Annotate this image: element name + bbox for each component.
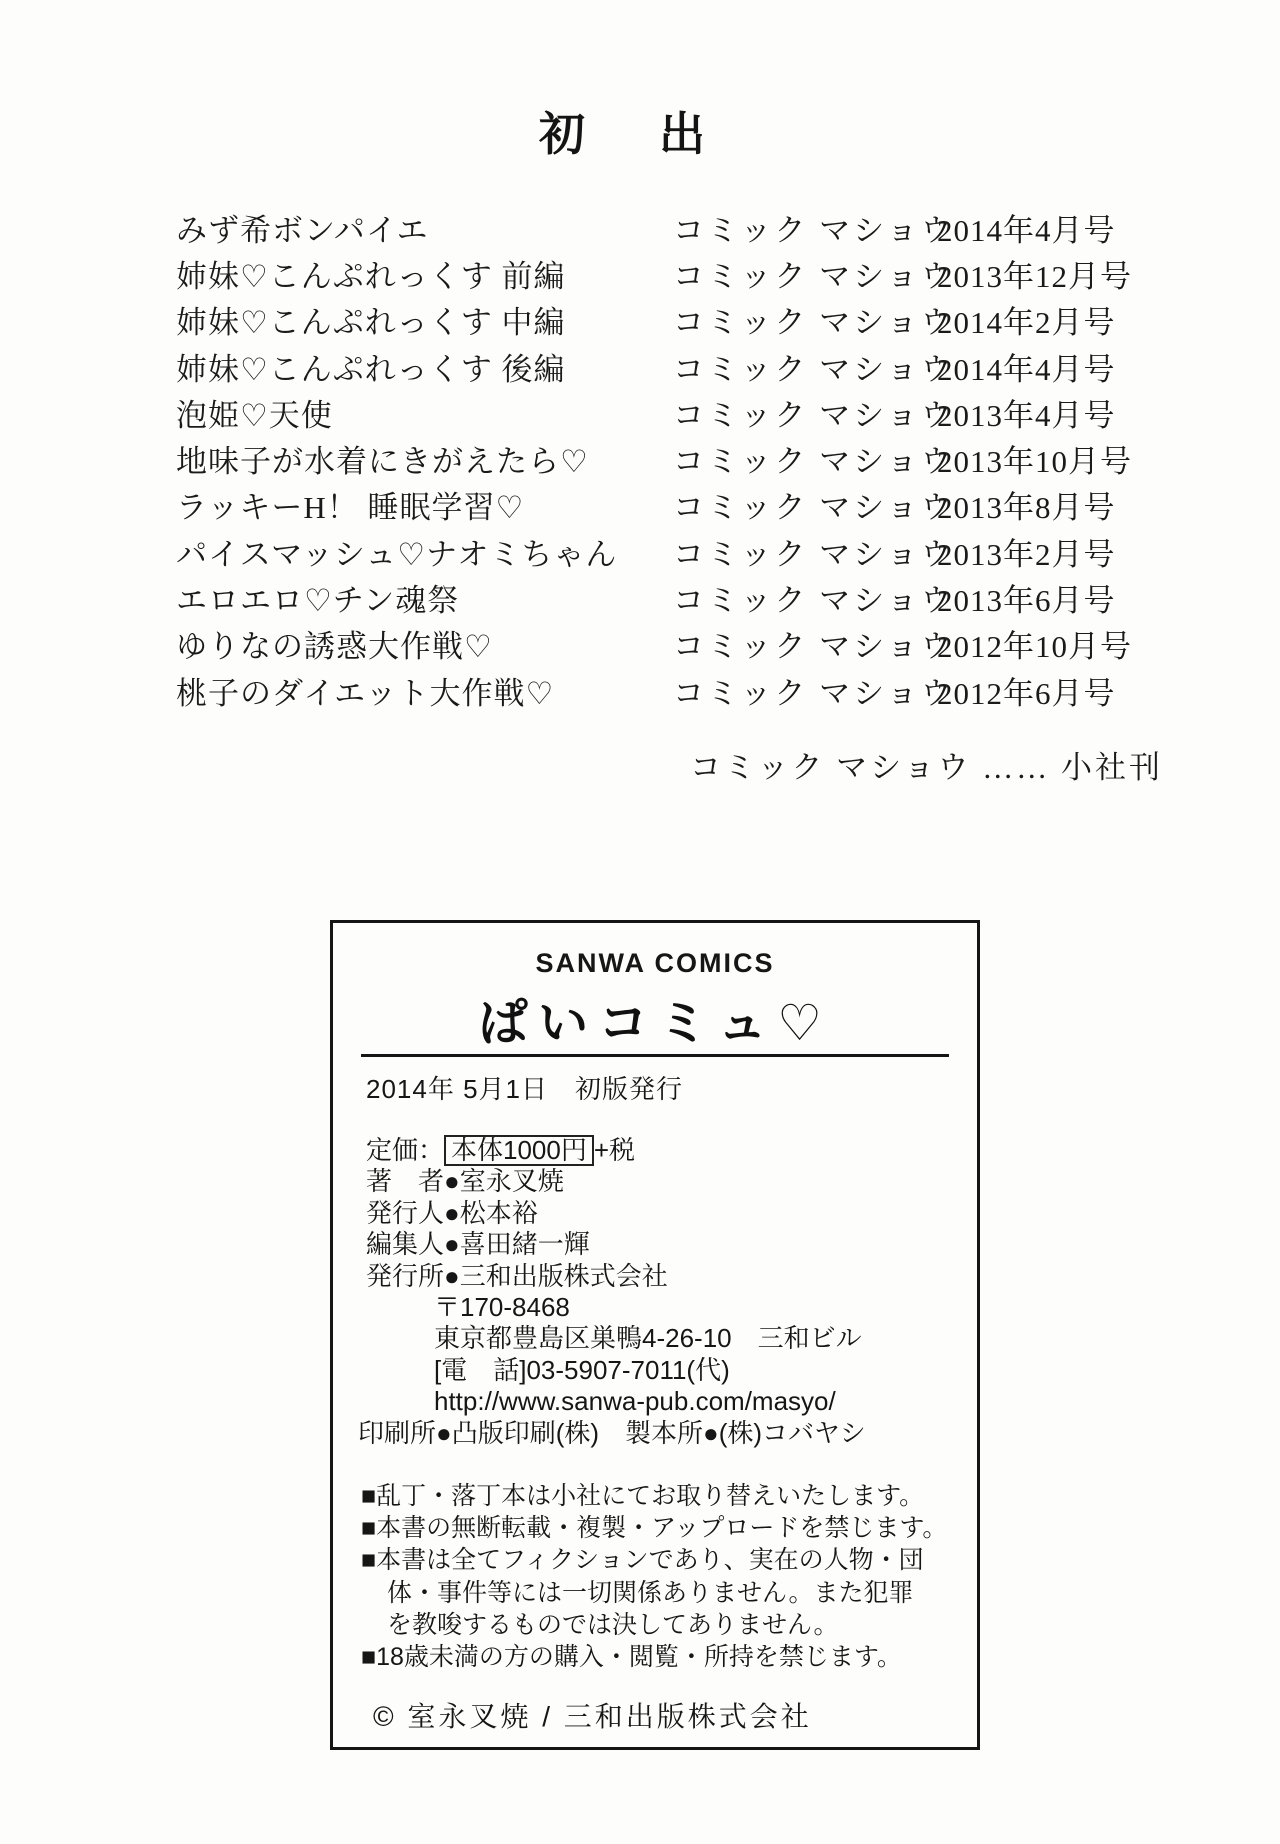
publication-magazine: コミック マショウ [673, 305, 955, 341]
publication-issue: 2014年2月号 [937, 305, 1116, 341]
credit-row-publisher-person [366, 1198, 866, 1229]
publication-row [176, 250, 1132, 296]
credit-value: 室永叉焼 [459, 1166, 564, 1197]
colophon-box [330, 920, 980, 1750]
page-title: 初 出 [539, 109, 719, 160]
credit-label: 発行所 [366, 1260, 445, 1291]
price-label: 定価： [366, 1135, 445, 1165]
publisher-address: 東京都豊島区巣鴨4-26-10 三和ビル [434, 1323, 862, 1354]
publication-issue: 2013年10月号 [937, 444, 1132, 480]
publication-issue: 2014年4月号 [937, 212, 1116, 248]
notice-line: を教唆するものでは決してありません。 [387, 1610, 839, 1639]
publication-row [176, 343, 1132, 389]
publication-row [176, 482, 1132, 528]
publication-title: 姉妹♡こんぷれっくす 後編 [176, 351, 566, 387]
publication-row [176, 528, 1132, 574]
publication-magazine: コミック マショウ [673, 583, 955, 619]
title-divider [361, 1054, 949, 1057]
publication-title: みず希ボンパイエ [176, 212, 429, 248]
legal-notices [361, 1480, 947, 1673]
publisher-url: http://www.sanwa-pub.com/masyo/ [434, 1386, 836, 1417]
publication-magazine: コミック マショウ [673, 444, 955, 480]
notice-line: ■本書の無断転載・複製・アップロードを禁じます。 [361, 1514, 948, 1543]
printer-line: 印刷所●凸版印刷(株) 製本所●(株)コバヤシ [358, 1417, 866, 1448]
publication-title: ラッキーH！ 睡眠学習♡ [176, 490, 525, 526]
credit-value: 三和出版株式会社 [459, 1260, 668, 1291]
postal-code: 〒170-8468 [434, 1291, 570, 1322]
publication-title: 姉妹♡こんぷれっくす 前編 [176, 258, 566, 294]
publication-row [176, 389, 1132, 435]
publication-issue: 2013年8月号 [937, 490, 1116, 526]
price-tax: +税 [593, 1135, 636, 1165]
publication-magazine: コミック マショウ [673, 536, 955, 572]
publication-issue: 2013年6月号 [937, 583, 1116, 619]
publication-row [176, 574, 1132, 620]
publication-title: 泡姫♡天使 [176, 397, 333, 433]
publication-title: ゆりなの誘惑大作戦♡ [176, 629, 493, 665]
publication-magazine: コミック マショウ [673, 397, 955, 433]
notice-line: ■乱丁・落丁本は小社にてお取り替えいたします。 [361, 1482, 925, 1510]
price-amount-box: 本体1000円 [444, 1135, 594, 1166]
bullet-separator: ● [444, 1197, 460, 1228]
credit-value: 松本裕 [459, 1197, 538, 1228]
publication-list [176, 204, 1132, 713]
bullet-separator: ● [444, 1260, 460, 1291]
publication-issue: 2012年6月号 [937, 675, 1116, 711]
price-row [366, 1135, 866, 1166]
bullet-separator: ● [444, 1229, 460, 1260]
publication-title: パイスマッシュ♡ナオミちゃん [176, 536, 618, 572]
notice-line: 体・事件等には一切関係ありません。また犯罪 [387, 1578, 914, 1607]
publication-title: 地味子が水着にきがえたら♡ [176, 444, 589, 480]
publication-magazine: コミック マショウ [673, 490, 955, 526]
publication-magazine: コミック マショウ [673, 351, 955, 387]
publication-issue: 2013年2月号 [937, 536, 1116, 572]
publication-issue: 2014年4月号 [937, 351, 1116, 387]
book-title: ぱいコミュ♡ [478, 995, 832, 1051]
credit-row-editor [366, 1229, 866, 1260]
credit-label: 編集人 [366, 1229, 445, 1260]
publication-row [176, 435, 1132, 481]
publisher-brand: SANWA COMICS [535, 948, 775, 978]
copyright-line: © 室永叉焼 / 三和出版株式会社 [373, 1701, 812, 1732]
publication-issue: 2013年4月号 [937, 397, 1116, 433]
publication-title: 桃子のダイエット大作戦♡ [176, 675, 555, 711]
credit-value: 喜田緒一輝 [459, 1229, 590, 1260]
publication-row [176, 297, 1132, 343]
publication-issue: 2013年12月号 [937, 258, 1132, 294]
credit-label: 著 者 [366, 1166, 445, 1197]
publisher-phone: [電 話]03-5907-7011(代) [434, 1354, 730, 1385]
publication-row [176, 621, 1132, 667]
edition-date: 2014年 5月1日 初版発行 [366, 1074, 683, 1104]
magazine-source-note: コミック マショウ …… 小社刊 [690, 750, 1164, 785]
publication-magazine: コミック マショウ [673, 629, 955, 665]
credit-row-publishing-house [366, 1261, 866, 1292]
publication-magazine: コミック マショウ [673, 675, 955, 711]
notice-line: ■18歳未満の方の購入・閲覧・所持を禁じます。 [361, 1642, 902, 1671]
bullet-separator: ● [444, 1166, 460, 1197]
publication-info [358, 1135, 866, 1449]
publication-magazine: コミック マショウ [673, 212, 955, 248]
notice-line: ■本書は全てフィクションであり、実在の人物・団 [361, 1546, 924, 1575]
credit-row-author [366, 1166, 866, 1197]
credit-label: 発行人 [366, 1197, 445, 1228]
publication-row [176, 204, 1132, 250]
publication-magazine: コミック マショウ [673, 258, 955, 294]
publication-row [176, 667, 1132, 713]
publication-issue: 2012年10月号 [937, 629, 1132, 665]
publication-title: エロエロ♡チン魂祭 [176, 583, 460, 619]
publication-title: 姉妹♡こんぷれっくす 中編 [176, 305, 566, 341]
